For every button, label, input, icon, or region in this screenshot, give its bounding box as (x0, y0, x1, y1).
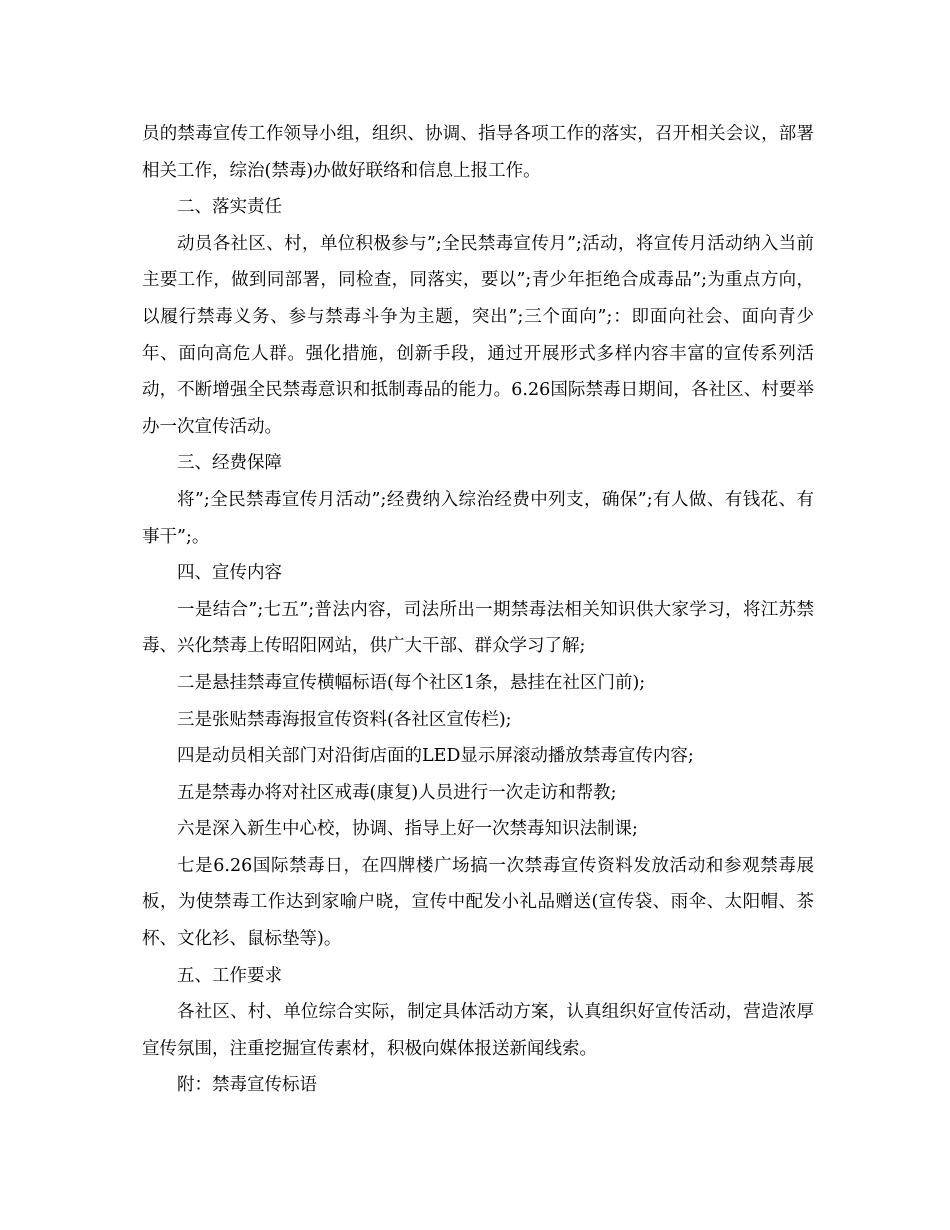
section-heading-content: 四、宣传内容 (177, 563, 282, 584)
document-body (142, 116, 814, 1104)
paragraph-content-item-3: 三是张贴禁毒海报宣传资料(各社区宣传栏); (177, 709, 512, 730)
paragraph-content-item-2: 二是悬挂禁毒宣传横幅标语(每个社区1条，悬挂在社区门前); (177, 672, 646, 693)
paragraph-responsibility: 动员各社区、村，单位积极参与”;全民禁毒宣传月”;活动，将宣传月活动纳入当前主要工作，做到同部署，同检查，同落实，要以”;青少年拒绝合成毒品”;为重点方向，以履行禁毒义务、参与禁毒斗争为主题，突出”;三个面向”;：即面向社会、面向青少年、面向高危人群。强化措施，创新手段，通过开展形式多样内容丰富的宣传系列活动，不断增强全民禁毒意识和抵制毒品的能力。6.26国际禁毒日期间，各社区、村要举办一次宣传活动。 (142, 233, 814, 437)
section-heading-funding: 三、经费保障 (177, 453, 282, 474)
paragraph-funding: 将”;全民禁毒宣传月活动”;经费纳入综治经费中列支，确保”;有人做、有钱花、有事干”;。 (142, 489, 814, 547)
paragraph-requirements: 各社区、村、单位综合实际，制定具体活动方案，认真组织好宣传活动，营造浓厚宣传氛围，注重挖掘宣传素材，积极向媒体报送新闻线索。 (142, 1002, 814, 1059)
section-heading-responsibility: 二、落实责任 (177, 197, 282, 218)
paragraph-content-item-6: 六是深入新生中心校，协调、指导上好一次禁毒知识法制课; (177, 819, 638, 840)
paragraph-content-item-1: 一是结合”;七五”;普法内容，司法所出一期禁毒法相关知识供大家学习，将江苏禁毒、兴化禁毒上传昭阳网站，供广大干部、群众学习了解; (142, 599, 814, 657)
paragraph-content-item-5: 五是禁毒办将对社区戒毒(康复)人员进行一次走访和帮教; (177, 782, 617, 803)
section-heading-requirements: 五、工作要求 (177, 965, 282, 986)
paragraph-content-item-4: 四是动员相关部门对沿街店面的LED显示屏滚动播放禁毒宣传内容; (177, 746, 694, 767)
section-heading-appendix: 附：禁毒宣传标语 (177, 1075, 317, 1096)
paragraph-leading-group: 员的禁毒宣传工作领导小组，组织、协调、指导各项工作的落实，召开相关会议，部署相关工作，综治(禁毒)办做好联络和信息上报工作。 (142, 124, 814, 181)
paragraph-content-item-7: 七是6.26国际禁毒日，在四牌楼广场搞一次禁毒宣传资料发放活动和参观禁毒展板，为使禁毒工作达到家喻户晓，宣传中配发小礼品赠送(宣传袋、雨伞、太阳帽、茶杯、文化衫、鼠标垫等)。 (142, 855, 814, 950)
